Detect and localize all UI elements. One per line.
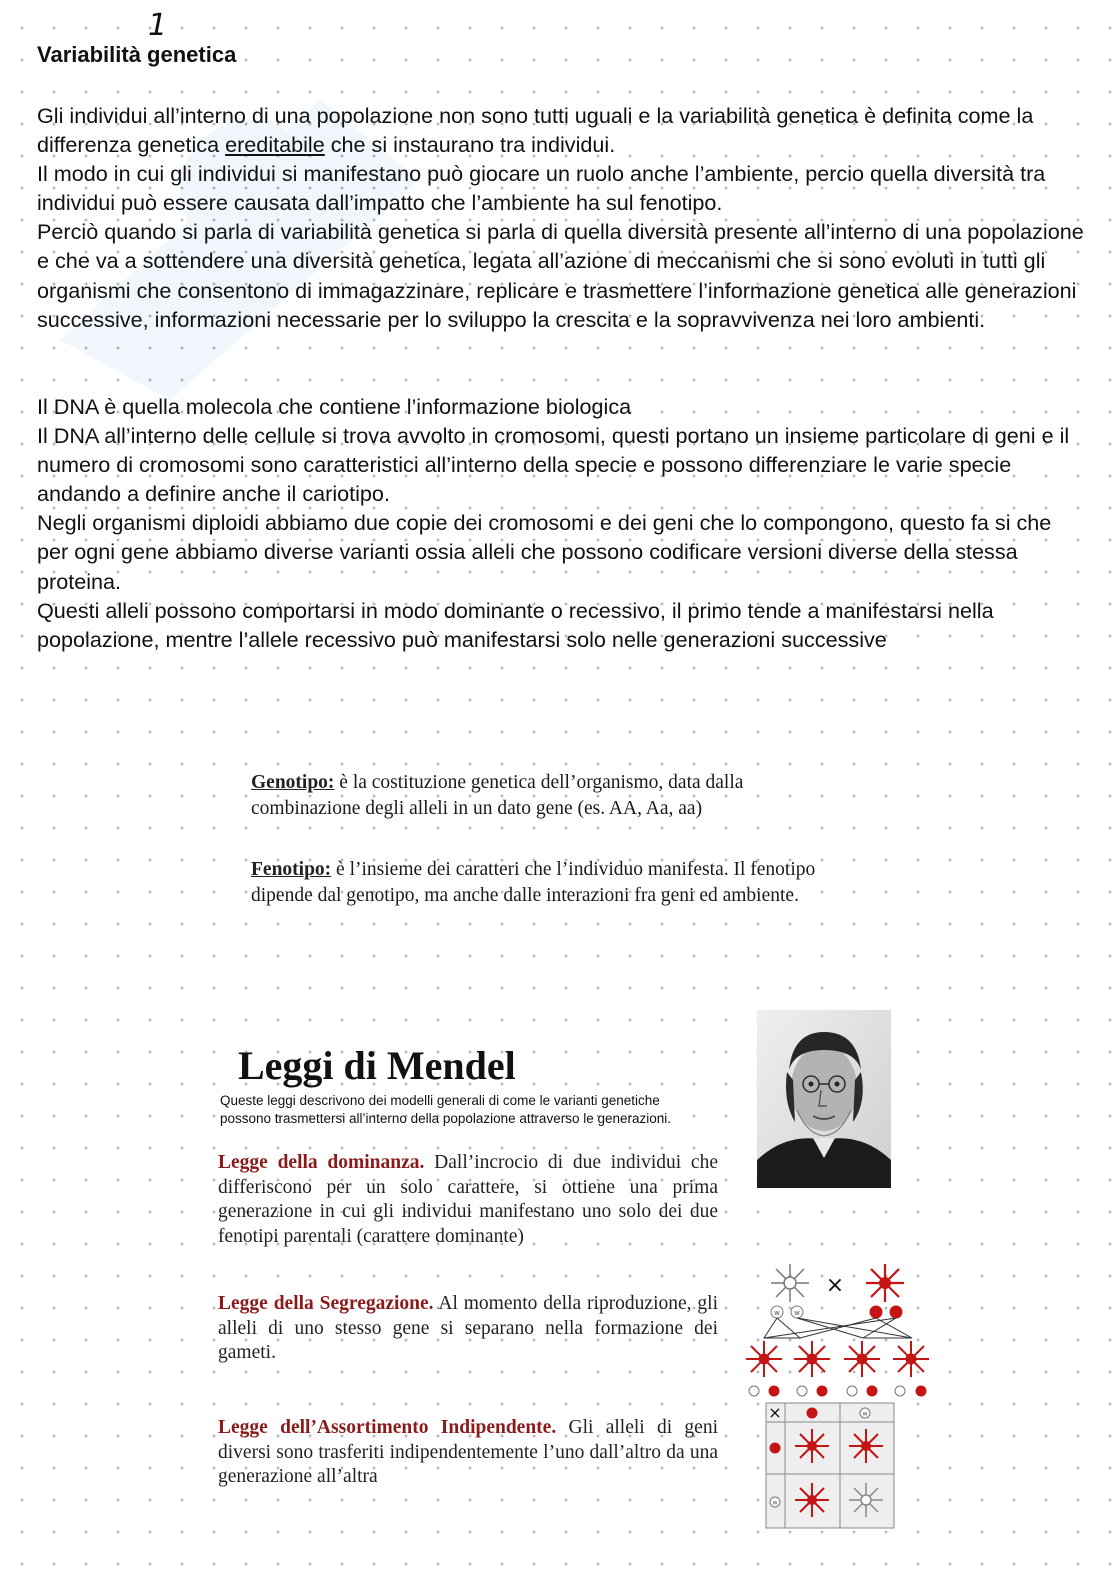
- allele-label: w: [772, 1498, 778, 1507]
- allele-dominant: [807, 1408, 818, 1419]
- law-text: Gli alleli di geni diversi sono trasferiti indipendentemente l’uno dall’altro da una generazione all’altra: [218, 1417, 718, 1487]
- f1-alleles: [749, 1386, 927, 1397]
- law-title: Legge della dominanza.: [218, 1152, 425, 1173]
- paragraph-text: che si instaurano tra individui.: [324, 132, 616, 158]
- underlined-term: ereditabile: [225, 132, 325, 158]
- paragraph: Negli organismi diploidi abbiamo due copie dei cromosomi e dei geni che lo compongono, questo fa si che per ogni gene abbiamo diverse varianti ossia alleli che possono codificare versioni diverse della stessa proteina.: [37, 510, 1052, 594]
- definition-text: è la costituzione genetica dell’organismo, data dalla combinazione degli alleli in un dato gene (es. AA, Aa, aa): [251, 772, 744, 819]
- paragraph-text: Gli individui all’interno di una popolazione non sono tutti uguali e la variabilità genetica è definita come la differenza genetica: [37, 103, 1034, 158]
- punnett-corner: ×: [768, 1403, 782, 1422]
- punnett-flower-dominant: [795, 1429, 829, 1463]
- definition-term: Fenotipo:: [251, 859, 332, 880]
- segregation-diagram: [740, 1262, 940, 1402]
- punnett-square: [765, 1402, 897, 1532]
- paragraph: Il DNA all’interno delle cellule si trova avvolto in cromosomi, questi portano un insieme particolare di geni e il numero di cromosomi sono caratteristici all’interno della specie e possono differenziare le varie specie andando a definire anche il cariotipo.: [37, 423, 1070, 507]
- gamete-w: [791, 1306, 803, 1318]
- law-title: Legge della Segregazione.: [218, 1293, 434, 1314]
- paragraph: Il DNA è quella molecola che contiene l’informazione biologica: [37, 394, 632, 419]
- definition-term: Genotipo:: [251, 772, 335, 793]
- parent-recessive-flower: [771, 1264, 809, 1302]
- cross-symbol: ×: [825, 1273, 845, 1298]
- paragraph: [37, 101, 1087, 159]
- gamete-dominant: [890, 1306, 903, 1319]
- allele-dominant: [770, 1443, 781, 1454]
- law-text: Al momento della riproduzione, gli alleli di uno stesso gene si separano nella formazione dei gameti.: [218, 1293, 718, 1363]
- law-independent-assortment: [218, 1416, 718, 1490]
- mendel-portrait: [757, 1010, 891, 1188]
- intro-section: [37, 101, 1087, 334]
- definition-genotype: [251, 770, 851, 822]
- allele-label: w: [774, 1309, 780, 1317]
- page-number: 1: [148, 8, 168, 43]
- page-title: Variabilità genetica: [37, 42, 237, 67]
- punnett-flower-recessive: [849, 1483, 883, 1517]
- law-title: Legge dell’Assortimento Indipendente.: [218, 1417, 557, 1438]
- law-segregation: [218, 1292, 718, 1366]
- paragraph: Il modo in cui gli individui si manifestano può giocare un ruolo anche l’ambiente, percio quella diversità tra individui può essere causata dall’impatto che l’ambiente ha sul fenotipo.: [37, 161, 1046, 216]
- mendel-title: Leggi di Mendel: [238, 1043, 516, 1088]
- definition-phenotype: [251, 857, 851, 909]
- dna-section: [37, 392, 1087, 654]
- f1-flower: [746, 1341, 782, 1377]
- mendel-intro: Queste leggi descrivono dei modelli generali di come le varianti genetiche possono trasmettersi all’interno della popolazione attraverso le generazioni.: [220, 1093, 672, 1126]
- allele-label: w: [794, 1309, 800, 1317]
- allele-w: [860, 1408, 870, 1418]
- allele-label: w: [862, 1409, 868, 1418]
- law-text: Dall’incrocio di due individui che differiscono per un solo carattere, si ottiene una prima generazione in cui gli individui manifestano uno solo dei due fenotipi parentali (carattere dominante): [218, 1152, 718, 1247]
- gamete-w: [771, 1306, 783, 1318]
- gamete-dominant: [870, 1306, 883, 1319]
- parent-dominant-flower: [866, 1264, 904, 1302]
- law-dominance: [218, 1151, 718, 1249]
- paragraph: Perciò quando si parla di variabilità genetica si parla di quella diversità presente all’interno di una popolazione e che va a sottendere una diversità genetica, legata all’azione di meccanismi che si sono evoluti in tutti gli organismi che consentono di immagazzinare, replicare e trasmettere l’informazione genetica alle generazioni successive, informazioni necessarie per lo sviluppo la crescita e la sopravvivenza nei loro ambienti.: [37, 219, 1084, 332]
- paragraph: Questi alleli possono comportarsi in modo dominante o recessivo, il primo tende a manifestarsi nella popolazione, mentre l’allele recessivo può manifestarsi solo nelle generazioni successive: [37, 597, 994, 652]
- definition-text: è l’insieme dei caratteri che l’individuo manifesta. Il fenotipo dipende dal genotipo, ma anche dalle interazioni fra geni ed ambiente.: [251, 859, 816, 906]
- allele-w: [770, 1497, 780, 1507]
